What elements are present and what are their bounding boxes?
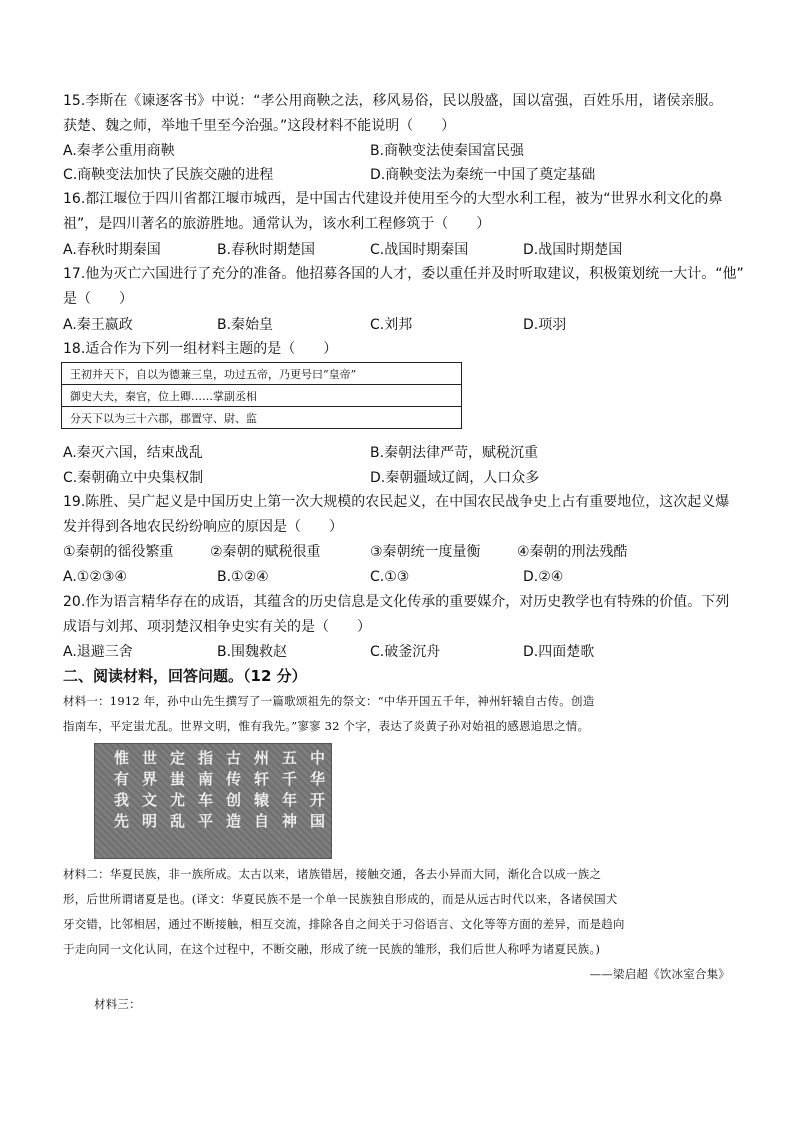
q19-item-2: ②秦朝的赋税很重: [210, 544, 321, 560]
material-2-line3: 牙交错，比邻相居，通过不断接触，相互交流，排除各自之间关于习俗语言、文化等等方面的差异，而是趋向: [63, 917, 625, 931]
q15-option-d: D.商鞅变法为秦统一中国了奠定基础: [370, 167, 596, 183]
q18-material-row: 御史大夫，秦官，位上卿……掌副丞相: [62, 385, 462, 407]
q16-stem-line1: 16.都江堰位于四川省都江堰市城西，是中国古代建设并使用至今的大型水利工程，被为“世界水利文化的鼻: [63, 191, 723, 207]
stele-column: [167, 750, 187, 834]
q19-option-c: C.①③: [370, 569, 410, 585]
q18-option-a: A.秦灭六国，结束战乱: [63, 445, 203, 461]
stele-char: 定蚩尤乱: [168, 750, 186, 834]
stele-column: [251, 750, 271, 834]
q18-material-row: 分天下以为三十六郡，郡置守、尉、监: [62, 407, 462, 429]
stele-column: [139, 750, 159, 834]
q20-option-b: B.围魏救赵: [217, 644, 288, 660]
q19-option-b: B.①②④: [217, 569, 269, 585]
q18-stem: 18.适合作为下列一组材料主题的是（ ）: [63, 341, 338, 357]
q16-option-c: C.战国时期秦国: [370, 242, 469, 258]
q20-option-d: D.四面楚歌: [523, 644, 595, 660]
section-heading: 二、阅读材料，回答问题。（12 分）: [63, 667, 307, 685]
q19-option-a: A.①②③④: [63, 569, 127, 585]
q18-option-d: D.秦朝疆域辽阔，人口众多: [370, 470, 540, 486]
q20-stem-line1: 20.作为语言精华存在的成语，其蕴含的历史信息是文化传承的重要媒介，对历史教学也有特殊的价值。下列: [63, 594, 730, 610]
material-2-line2: 形，后世所谓诸夏是也。(译文：华夏民族不是一个单一民族独自形成的，而是从远古时代以来，各诸侯国犬: [63, 892, 618, 906]
q17-stem-line1: 17.他为灭亡六国进行了充分的准备。他招募各国的人才，委以重任并及时听取建议，积极策划统一大计。“他”: [63, 266, 744, 282]
q19-stem-line2: 发并得到各地农民纷纷响应的原因是（ ）: [63, 519, 343, 535]
q18-option-c: C.秦朝确立中央集权制: [63, 470, 204, 486]
stele-column: [195, 750, 215, 834]
stele-column: [307, 750, 327, 834]
stele-char: 五千年神: [280, 750, 298, 834]
q15-option-c: C.商鞅变法加快了民族交融的进程: [63, 167, 274, 183]
q17-option-c: C.刘邦: [370, 317, 413, 333]
material-1-line1: 材料一：1912 年，孙中山先生撰写了一篇歌颂祖先的祭文：“中华开国五千年，神州轩辕自古传。创造: [63, 694, 595, 708]
q15-stem-line2: 获楚、魏之师，举地千里至今治强。”这段材料不能说明（ ）: [63, 118, 456, 134]
q16-option-a: A.春秋时期秦国: [63, 242, 161, 258]
q20-option-a: A.退避三舍: [63, 644, 133, 660]
q18-material-table: [61, 362, 462, 429]
q19-option-d: D.②④: [523, 569, 564, 585]
q19-item-4: ④秦朝的刑法残酷: [517, 544, 628, 560]
q19-item-1: ①秦朝的徭役繁重: [63, 544, 174, 560]
stele-inscription-image: [94, 743, 332, 859]
stele-column: [223, 750, 243, 834]
q18-material-row: 王初并天下，自以为德兼三皇，功过五帝，乃更号曰“皇帝”: [62, 363, 462, 385]
material-2-line4: 于走向同一文化认同，在这个过程中，不断交融，形成了统一民族的雏形，我们后世人称呼为诸夏民族。): [63, 942, 601, 956]
material-2-line1: 材料二：华夏民族，非一族所成。太古以来，诸族错居，接触交通，各去小异而大同，渐化合以成一族之: [63, 867, 602, 881]
material-3-label: 材料三：: [94, 997, 141, 1011]
material-1-line2: 指南车，平定蚩尤乱。世界文明，惟有我先。”寥寥 32 个字，表达了炎黄子孙对始祖的感恩追思之情。: [63, 719, 590, 733]
stele-char: 古传创造: [224, 750, 242, 834]
stele-column: [279, 750, 299, 834]
q20-option-c: C.破釜沉舟: [370, 644, 441, 660]
q15-stem-line1: 15.李斯在《谏逐客书》中说：“孝公用商鞅之法，移风易俗，民以殷盛，国以富强，百姓乐用，诸侯亲服。: [63, 93, 723, 109]
q16-option-d: D.战国时期楚国: [523, 242, 623, 258]
q17-stem-line2: 是（ ）: [63, 291, 133, 307]
stele-column: [111, 750, 131, 834]
q20-stem-line2: 成语与刘邦、项羽楚汉相争史实有关的是（ ）: [63, 619, 371, 635]
q19-item-3: ③秦朝统一度量衡: [370, 544, 481, 560]
q16-option-b: B.春秋时期楚国: [217, 242, 316, 258]
material-2-source: ——梁启超《饮冰室合集》: [589, 967, 730, 981]
q15-option-a: A.秦孝公重用商鞅: [63, 143, 175, 159]
stele-char: 指南车平: [196, 750, 214, 834]
q17-option-a: A.秦王嬴政: [63, 317, 133, 333]
stele-char: 惟有我先: [112, 750, 130, 834]
q19-stem-line1: 19.陈胜、吴广起义是中国历史上第一次大规模的农民起义，在中国农民战争史上占有重要地位，这次起义爆: [63, 494, 730, 510]
q18-option-b: B.秦朝法律严苛，赋税沉重: [370, 445, 539, 461]
stele-char: 中华开国: [308, 750, 326, 834]
stele-char: 世界文明: [140, 750, 158, 834]
q15-option-b: B.商鞅变法使秦国富民强: [370, 143, 525, 159]
stele-char: 州轩辕自: [252, 750, 270, 834]
q17-option-b: B.秦始皇: [217, 317, 274, 333]
q16-stem-line2: 祖”，是四川著名的旅游胜地。通常认为，该水利工程修筑于（ ）: [63, 216, 491, 232]
q17-option-d: D.项羽: [523, 317, 567, 333]
